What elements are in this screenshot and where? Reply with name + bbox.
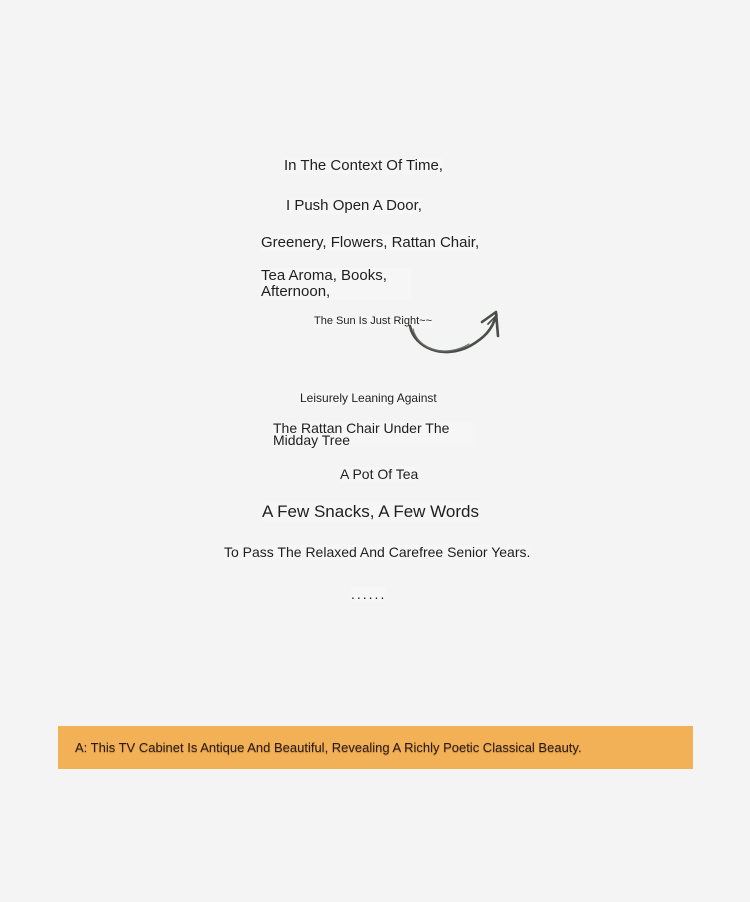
poem-line-push-open-door: I Push Open A Door, bbox=[286, 197, 422, 214]
poem-line-greenery: Greenery, Flowers, Rattan Chair, bbox=[261, 234, 480, 251]
curved-arrow-icon bbox=[404, 300, 506, 366]
poem-line-context-of-time: In The Context Of Time, bbox=[284, 157, 443, 174]
poem-line-senior-years: To Pass The Relaxed And Carefree Senior Years. bbox=[224, 544, 531, 560]
caption-text: A: This TV Cabinet Is Antique And Beautiful, Revealing A Richly Poetic Classical Beauty. bbox=[75, 740, 582, 755]
caption-banner bbox=[58, 726, 693, 769]
poem-line-tea-aroma: Tea Aroma, Books, Afternoon, bbox=[261, 268, 411, 300]
poem-line-leisurely-leaning: Leisurely Leaning Against bbox=[300, 391, 437, 405]
poem-line-sun-just-right: The Sun Is Just Right~~ bbox=[314, 315, 433, 327]
poem-ellipsis: ...... bbox=[351, 586, 387, 602]
poem-line-rattan-chair: The Rattan Chair Under The Midday Tree bbox=[273, 422, 473, 446]
poem-line-pot-of-tea: A Pot Of Tea bbox=[340, 466, 419, 482]
poem-line-few-snacks: A Few Snacks, A Few Words bbox=[262, 502, 479, 521]
